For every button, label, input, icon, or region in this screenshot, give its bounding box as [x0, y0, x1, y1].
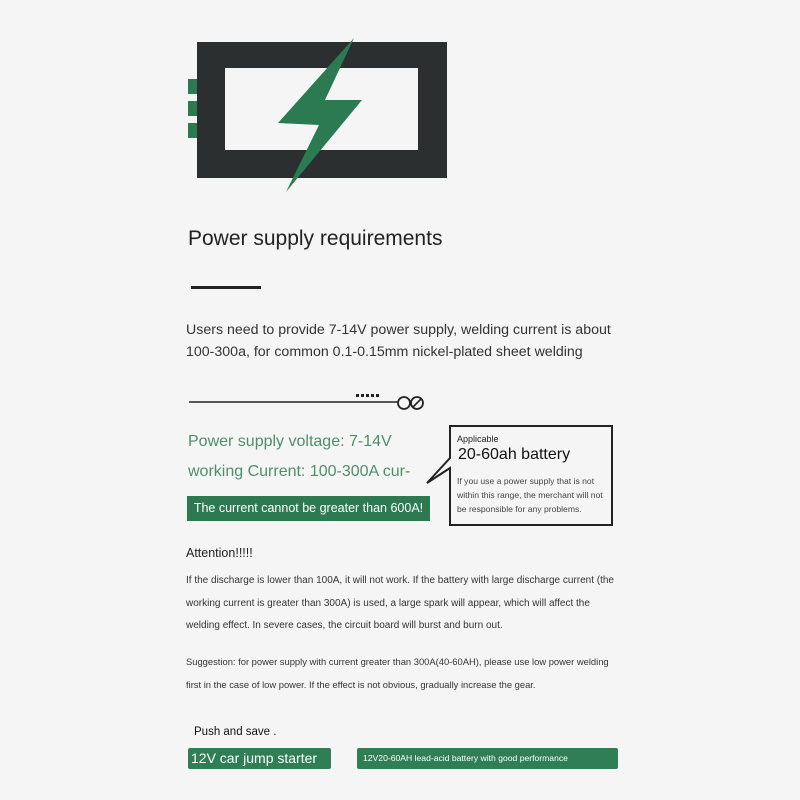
callout-label: Applicable [457, 434, 499, 444]
recommend-option-jump-starter: 12V car jump starter [188, 748, 331, 769]
page-title: Power supply requirements [188, 227, 443, 250]
recommend-label: Push and save . [194, 726, 277, 738]
current-warning-banner: The current cannot be greater than 600A! [187, 496, 430, 521]
callout-battery-range: 20-60ah battery [458, 446, 571, 463]
title-underline [191, 286, 261, 289]
attention-body: If the discharge is lower than 100A, it will not work. If the battery with large discharge current (the working current is greater than 300A) is used, a large spark will appear, which will affect the welding effect. In severe cases, the circuit board will burst and burn out. [186, 575, 614, 631]
current-spec: working Current: 100-300A cur- [188, 463, 411, 480]
voltage-spec: Power supply voltage: 7-14V [188, 433, 392, 450]
connector-line-icon [188, 390, 428, 414]
callout-disclaimer: If you use a power supply that is not within this range, the merchant will not be responsible for any problems. [457, 476, 603, 514]
recommend-option-lead-acid: 12V20-60AH lead-acid battery with good performance [357, 748, 618, 769]
suggestion-text: Suggestion: for power supply with current greater than 300A(40-60AH), please use low power welding first in the case of low power. If the effect is not obvious, gradually increase the gear. [186, 656, 609, 690]
intro-text: Users need to provide 7-14V power supply, welding current is about 100-300a, for common 0.1-0.15mm nickel-plated sheet welding [186, 322, 611, 360]
battery-charging-icon [186, 38, 450, 194]
attention-heading: Attention!!!!! [186, 546, 253, 560]
